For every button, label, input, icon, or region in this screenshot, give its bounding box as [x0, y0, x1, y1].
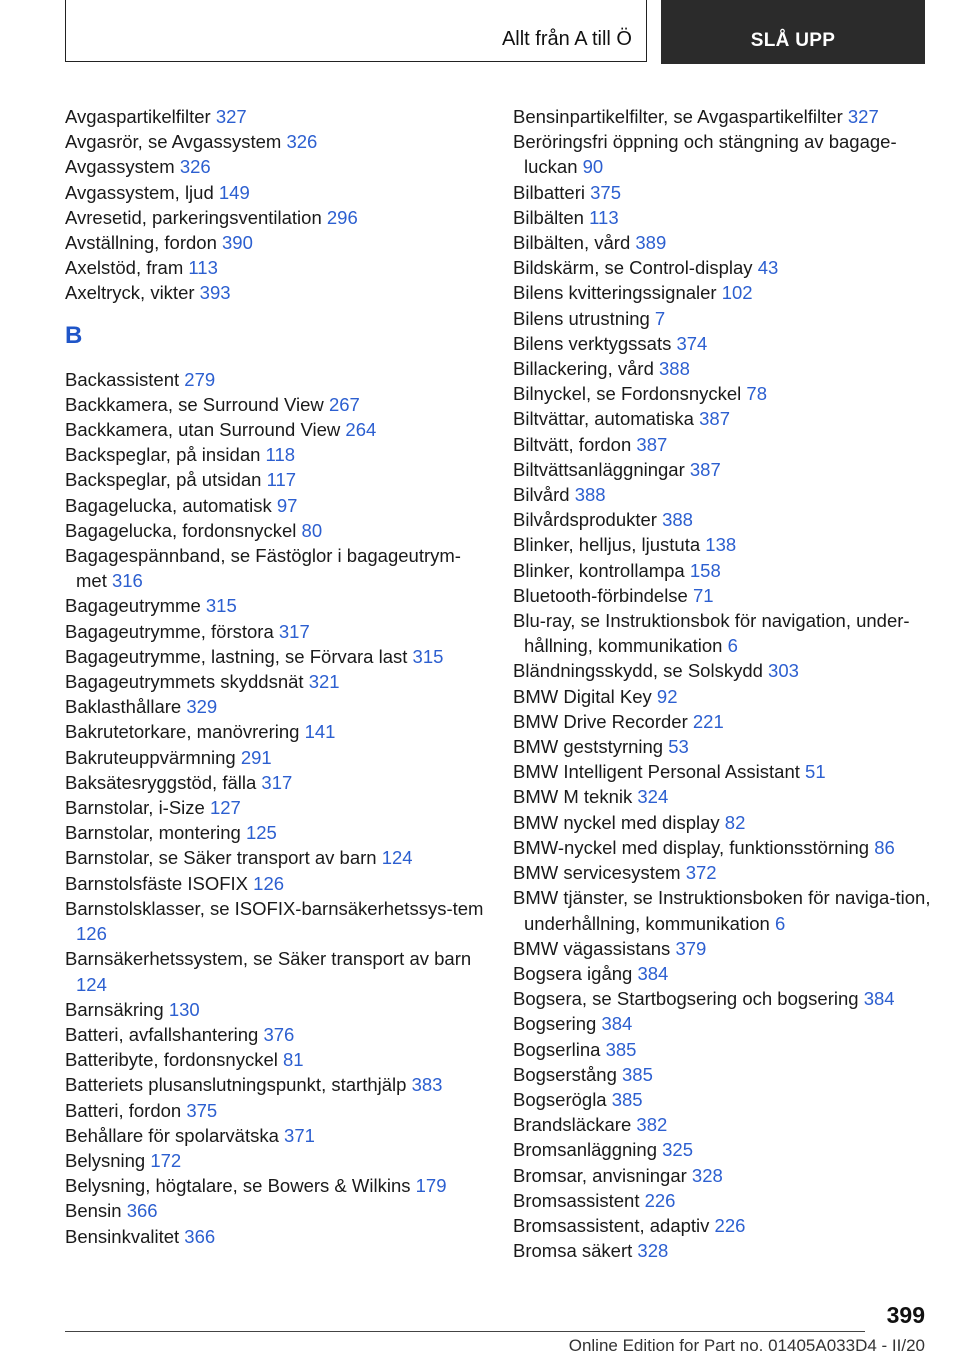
- index-entry: [513, 1163, 933, 1188]
- index-entry: [513, 1213, 933, 1238]
- index-entry-text: Barnstolar, se Säker transport av barn: [65, 847, 377, 869]
- index-entry: [513, 432, 933, 457]
- index-entry-text: Bogserstång: [513, 1063, 617, 1085]
- index-entry: [65, 129, 485, 154]
- index-entry: [65, 795, 485, 820]
- index-page-link[interactable]: 126: [253, 872, 285, 894]
- index-entry-text: BMW vägassistans: [513, 937, 671, 959]
- index-entry-text: Brandsläckare: [513, 1114, 632, 1136]
- index-entry: [513, 558, 933, 583]
- index-page-link[interactable]: 385: [622, 1063, 653, 1085]
- index-entry: [513, 684, 933, 709]
- index-entry-text: Beröringsfri öppning och stängning av bagage-luckan: [513, 131, 897, 178]
- index-entry: [513, 936, 933, 961]
- section-tab-label: Allt från A till Ö: [501, 28, 632, 50]
- index-page-link[interactable]: 126: [76, 923, 107, 945]
- index-page-link[interactable]: 379: [675, 937, 707, 959]
- index-page-link[interactable]: 327: [847, 106, 879, 127]
- index-page-link[interactable]: 51: [805, 761, 826, 783]
- index-page-link[interactable]: 6: [774, 912, 786, 934]
- index-page-link[interactable]: 141: [304, 721, 336, 743]
- index-page-link[interactable]: 226: [644, 1189, 676, 1211]
- index-entry-text: Bogsera, se Startbogsering och bogsering: [513, 988, 859, 1010]
- index-entry-text: Bilbatteri: [513, 181, 585, 203]
- index-entry: [513, 1238, 933, 1263]
- index-entry: [65, 997, 485, 1022]
- index-entry-text: Axeltryck, vikter: [65, 282, 195, 304]
- index-entry-text: Batteriets plusanslutningspunkt, starthjälp: [65, 1074, 407, 1096]
- index-page-link[interactable]: 303: [768, 660, 799, 682]
- index-page-link[interactable]: 385: [605, 1038, 637, 1060]
- index-entry-text: Batteri, avfallshantering: [65, 1023, 259, 1045]
- index-entry: [65, 871, 485, 896]
- index-column-left: [65, 104, 485, 1249]
- index-entry: [65, 745, 485, 770]
- index-entry-text: Bilens utrustning: [513, 307, 650, 329]
- index-entry-text: Baklasthållare: [65, 696, 182, 718]
- index-entry: [513, 1112, 933, 1137]
- index-entry-text: Bilens kvitteringssignaler: [513, 282, 717, 304]
- index-entry-text: BMW geststyrning: [513, 736, 664, 758]
- index-page-link[interactable]: 317: [278, 620, 310, 642]
- index-entry-text: Bagagelucka, fordonsnyckel: [65, 519, 297, 541]
- index-entry-text: Bagagespännband, se Fästöglor i bagageutrym-met: [65, 545, 461, 592]
- index-entry: [65, 205, 485, 230]
- index-entry-text: Bromsassistent: [513, 1189, 640, 1211]
- page-number: 399: [886, 1302, 925, 1328]
- index-entry: [513, 658, 933, 683]
- index-entry: [513, 784, 933, 809]
- index-page-link[interactable]: 127: [209, 797, 241, 819]
- index-entry: [65, 946, 485, 996]
- index-entry-text: Bildskärm, se Control-display: [513, 257, 753, 279]
- index-entry-text: BMW tjänster, se Instruktionsboken för naviga-tion, underhållning, kommunikation: [513, 887, 931, 934]
- index-entry: [65, 230, 485, 255]
- index-page-link[interactable]: 291: [240, 746, 272, 768]
- index-page-link[interactable]: 138: [705, 534, 737, 556]
- index-entry-text: Bromsassistent, adaptiv: [513, 1214, 710, 1236]
- index-entry-text: BMW-nyckel med display, funktionsstörning: [513, 836, 870, 858]
- index-entry-text: BMW Digital Key: [513, 685, 652, 707]
- index-page-link[interactable]: 326: [179, 156, 211, 178]
- index-entry: [513, 583, 933, 608]
- index-entry: [513, 1188, 933, 1213]
- index-entry-text: Bilbälten: [513, 206, 584, 228]
- index-entry: [65, 1198, 485, 1223]
- index-page-link[interactable]: 315: [205, 595, 237, 617]
- index-entry-text: Avresetid, parkeringsventilation: [65, 206, 322, 228]
- index-entry: [65, 1098, 485, 1123]
- index-entry: [65, 1224, 485, 1249]
- index-entry: [513, 709, 933, 734]
- index-entry-text: Bromsanläggning: [513, 1139, 657, 1161]
- index-page-link[interactable]: 372: [685, 862, 717, 884]
- index-entry-text: Avgassystem: [65, 156, 175, 178]
- index-entry-text: BMW M teknik: [513, 786, 633, 808]
- index-entry-text: Biltvätt, fordon: [513, 433, 632, 455]
- index-page-link[interactable]: 226: [714, 1214, 746, 1236]
- index-page-link[interactable]: 315: [412, 645, 444, 667]
- index-page-link[interactable]: 316: [111, 570, 143, 592]
- index-entry: [513, 482, 933, 507]
- index-entry: [65, 417, 485, 442]
- index-entry: [65, 104, 485, 129]
- index-page-link[interactable]: 90: [582, 156, 604, 178]
- index-entry: [513, 1037, 933, 1062]
- index-page-link[interactable]: 7: [654, 307, 666, 329]
- index-entry-text: Avgasrör, se Avgassystem: [65, 131, 282, 153]
- index-entry-text: Barnstolar, montering: [65, 822, 241, 844]
- lookup-tab-label: SLÅ UPP: [750, 30, 836, 51]
- index-page-link[interactable]: 82: [724, 811, 746, 833]
- index-page-link[interactable]: 389: [635, 232, 667, 254]
- index-page-link[interactable]: 329: [186, 696, 218, 718]
- index-entry: [65, 543, 485, 593]
- index-entry-text: Biltvättar, automatiska: [513, 408, 694, 430]
- index-entry: [65, 367, 485, 392]
- index-entry-text: Bilbälten, vård: [513, 232, 631, 254]
- index-entry: [513, 331, 933, 356]
- index-page-link[interactable]: 80: [301, 519, 323, 541]
- index-page-link[interactable]: 117: [266, 469, 297, 491]
- index-entry: [513, 306, 933, 331]
- index-entry: [513, 961, 933, 986]
- index-entry: [65, 518, 485, 543]
- index-entry-text: Bagageutrymmets skyddsnät: [65, 671, 304, 693]
- index-entry: [513, 457, 933, 482]
- index-entry: [65, 180, 485, 205]
- index-entry: [513, 255, 933, 280]
- index-entry: [513, 280, 933, 305]
- index-entry: [65, 442, 485, 467]
- index-page-link[interactable]: 384: [863, 988, 895, 1010]
- index-entry: [513, 507, 933, 532]
- index-entry: [65, 1047, 485, 1072]
- index-entry: [65, 1022, 485, 1047]
- index-entry-text: Barnstolsklasser, se ISOFIX-barnsäkerhetssys-tem: [65, 897, 484, 919]
- section-tab[interactable]: [65, 0, 647, 62]
- index-entry: [513, 1137, 933, 1162]
- index-entry-text: Blinker, kontrollampa: [513, 559, 685, 581]
- index-entry-text: Barnstolar, i-Size: [65, 797, 205, 819]
- index-entry-text: Bensinpartikelfilter, se Avgaspartikelfilter: [513, 106, 843, 127]
- index-page-link[interactable]: 158: [689, 559, 721, 581]
- index-entry-text: BMW Drive Recorder: [513, 710, 688, 732]
- footer-edition: Online Edition for Part no. 01405A033D4 - II/20: [568, 1336, 925, 1355]
- index-entry-text: Bromsa säkert: [513, 1240, 633, 1262]
- index-entry: [513, 381, 933, 406]
- index-entry-text: Barnsäkerhetssystem, se Säker transport av barn: [65, 948, 472, 970]
- index-entry: [65, 255, 485, 280]
- index-entry: [65, 593, 485, 618]
- index-entry-text: Bogsering: [513, 1013, 597, 1035]
- index-entry-text: Baksätesryggstöd, fälla: [65, 771, 257, 793]
- index-page-link[interactable]: 387: [699, 408, 730, 430]
- index-page-link[interactable]: 130: [168, 998, 200, 1020]
- index-entry-text: Belysning: [65, 1149, 146, 1171]
- index-entry: [65, 467, 485, 492]
- index-entry-text: Bogsera igång: [513, 962, 633, 984]
- index-entry-text: Backkamera, utan Surround View: [65, 419, 341, 441]
- index-entry: [513, 986, 933, 1011]
- index-page-link[interactable]: 78: [746, 383, 767, 405]
- index-page-link[interactable]: 388: [659, 358, 690, 380]
- index-entry-text: Behållare för spolarvätska: [65, 1124, 279, 1146]
- index-entry-text: Avställning, fordon: [65, 232, 217, 254]
- index-entry-text: Barnsäkring: [65, 998, 164, 1020]
- index-entry: [65, 154, 485, 179]
- index-page-link[interactable]: 328: [637, 1240, 669, 1262]
- index-page-link[interactable]: 71: [692, 584, 714, 606]
- index-entry: [513, 759, 933, 784]
- index-page-link[interactable]: 53: [668, 736, 689, 758]
- index-entry: [65, 770, 485, 795]
- page-header: [65, 0, 925, 64]
- index-entry-text: Bilvård: [513, 484, 570, 506]
- index-page-link[interactable]: 81: [283, 1049, 304, 1071]
- index-entry-text: Avgassystem, ljud: [65, 181, 214, 203]
- index-page-link[interactable]: 113: [589, 206, 619, 228]
- index-page-link[interactable]: 388: [662, 509, 693, 531]
- index-entry-text: Billackering, vård: [513, 358, 654, 380]
- index-entry-text: Bensinkvalitet: [65, 1225, 180, 1247]
- index-entry: [513, 406, 933, 431]
- index-entry-text: Bogserögla: [513, 1088, 607, 1110]
- index-page-link[interactable]: 374: [676, 332, 708, 354]
- index-page-link[interactable]: 387: [636, 433, 668, 455]
- index-entry-text: Barnstolsfäste ISOFIX: [65, 872, 249, 894]
- index-entry-text: Bilvårdsprodukter: [513, 509, 657, 531]
- index-page-link[interactable]: 327: [215, 106, 247, 127]
- index-entry: [513, 860, 933, 885]
- index-page-link[interactable]: 388: [574, 484, 606, 506]
- index-entry-text: Batteri, fordon: [65, 1099, 182, 1121]
- index-entry: [65, 280, 485, 305]
- index-entry-text: Avgaspartikelfilter: [65, 106, 211, 127]
- index-entry: [513, 885, 933, 935]
- index-entry-text: Bagagelucka, automatisk: [65, 494, 272, 516]
- index-entry: [65, 1173, 485, 1198]
- index-page-link[interactable]: 375: [590, 181, 621, 203]
- index-page-link[interactable]: 113: [188, 257, 218, 279]
- index-page-link[interactable]: 221: [692, 710, 724, 732]
- index-page-link[interactable]: 376: [263, 1023, 295, 1045]
- index-entry: [513, 1062, 933, 1087]
- index-entry: [513, 835, 933, 860]
- index-entry: [513, 532, 933, 557]
- index-entry-text: Backassistent: [65, 368, 180, 390]
- index-entry-text: Bakrutetorkare, manövrering: [65, 721, 300, 743]
- index-page-link[interactable]: 124: [381, 847, 413, 869]
- index-page-link[interactable]: 326: [286, 131, 318, 153]
- index-entry: [65, 1072, 485, 1097]
- index-entry-text: Bilnyckel, se Fordonsnyckel: [513, 383, 742, 405]
- index-entry-text: BMW Intelligent Personal Assistant: [513, 761, 800, 783]
- index-entry-text: Bensin: [65, 1200, 122, 1222]
- index-page-link[interactable]: 92: [656, 685, 678, 707]
- index-column-right: [513, 104, 933, 1263]
- index-page-link[interactable]: 97: [276, 494, 298, 516]
- index-page-link[interactable]: 385: [611, 1088, 643, 1110]
- index-page-link[interactable]: 383: [411, 1074, 443, 1096]
- index-entry: [65, 845, 485, 870]
- index-page-link[interactable]: 125: [245, 822, 277, 844]
- footer-divider: [65, 1331, 865, 1332]
- index-page-link[interactable]: 371: [284, 1124, 315, 1146]
- index-entry-text: Bagageutrymme: [65, 595, 201, 617]
- index-page-link[interactable]: 102: [721, 282, 753, 304]
- index-entry-text: Bagageutrymme, förstora: [65, 620, 274, 642]
- index-entry: [513, 104, 933, 129]
- index-page-link[interactable]: 384: [601, 1013, 633, 1035]
- index-entry-text: Biltvättsanläggningar: [513, 458, 685, 480]
- index-page-link[interactable]: 366: [184, 1225, 216, 1247]
- index-entry: [513, 1087, 933, 1112]
- index-page-link[interactable]: 172: [150, 1149, 182, 1171]
- index-page-link[interactable]: 179: [415, 1175, 447, 1197]
- index-entry: [65, 896, 485, 946]
- index-entry: [513, 1011, 933, 1036]
- index-entry: [513, 129, 933, 179]
- index-entry: [513, 810, 933, 835]
- index-entry-text: Bagageutrymme, lastning, se Förvara last: [65, 645, 408, 667]
- index-page-link[interactable]: 321: [308, 671, 340, 693]
- index-entry-text: Bilens verktygssats: [513, 332, 672, 354]
- index-page-link[interactable]: 375: [186, 1099, 218, 1121]
- index-page-link[interactable]: 390: [222, 232, 253, 254]
- index-entry: [65, 619, 485, 644]
- index-entry: [65, 644, 485, 669]
- index-page-link[interactable]: 317: [261, 771, 293, 793]
- lookup-tab[interactable]: [661, 0, 925, 64]
- index-entry: [65, 1123, 485, 1148]
- index-entry-text: Bländningsskydd, se Solskydd: [513, 660, 763, 682]
- index-entry-text: Bromsar, anvisningar: [513, 1164, 687, 1186]
- index-page-link[interactable]: 279: [184, 368, 216, 390]
- index-page-link[interactable]: 366: [126, 1200, 158, 1222]
- index-entry-text: Backspeglar, på utsidan: [65, 469, 262, 491]
- index-entry-text: Blinker, helljus, ljustuta: [513, 534, 701, 556]
- index-entry-text: Blu-ray, se Instruktionsbok för navigation, under-hållning, kommunikation: [513, 610, 910, 657]
- index-entry-text: Bakruteuppvärmning: [65, 746, 236, 768]
- index-entry: [513, 205, 933, 230]
- index-entry: [65, 1148, 485, 1173]
- index-entry: [513, 356, 933, 381]
- index-entry: [513, 734, 933, 759]
- index-page-link[interactable]: 86: [874, 836, 895, 858]
- index-entry: [65, 694, 485, 719]
- index-entry-text: Bluetooth-förbindelse: [513, 584, 688, 606]
- index-entry: [65, 820, 485, 845]
- index-entry-text: Axelstöd, fram: [65, 257, 184, 279]
- index-entry: [513, 230, 933, 255]
- index-entry-text: Bogserlina: [513, 1038, 601, 1060]
- index-entry-text: Batteribyte, fordonsnyckel: [65, 1049, 278, 1071]
- index-page-link[interactable]: 124: [76, 973, 107, 995]
- index-page-link[interactable]: 393: [199, 282, 231, 304]
- index-entry-text: BMW nyckel med display: [513, 811, 720, 833]
- index-page-link[interactable]: 382: [636, 1114, 668, 1136]
- index-page-link[interactable]: 296: [326, 206, 358, 228]
- index-page-link[interactable]: 6: [727, 635, 738, 657]
- index-page-link[interactable]: 324: [637, 786, 669, 808]
- index-page-link[interactable]: 43: [757, 257, 779, 279]
- index-page-link[interactable]: 328: [691, 1164, 723, 1186]
- index-entry: [65, 719, 485, 744]
- index-page-link[interactable]: 384: [637, 962, 669, 984]
- index-page-link[interactable]: 118: [265, 444, 296, 466]
- index-entry: [513, 608, 933, 658]
- index-entry-text: Backspeglar, på insidan: [65, 444, 261, 466]
- index-entry: [65, 669, 485, 694]
- index-page-link[interactable]: 387: [689, 458, 721, 480]
- index-entry-text: BMW servicesystem: [513, 862, 681, 884]
- index-page-link[interactable]: 325: [662, 1139, 693, 1161]
- index-page-link[interactable]: 264: [345, 419, 377, 441]
- index-page-link[interactable]: 267: [328, 393, 360, 415]
- index-entry: [65, 392, 485, 417]
- index-entry: [513, 180, 933, 205]
- index-page-link[interactable]: 149: [218, 181, 250, 203]
- index-entry-text: Belysning, högtalare, se Bowers & Wilkins: [65, 1175, 411, 1197]
- index-entry: [65, 493, 485, 518]
- index-letter-heading: B: [65, 321, 83, 349]
- index-entry-text: Backkamera, se Surround View: [65, 393, 324, 415]
